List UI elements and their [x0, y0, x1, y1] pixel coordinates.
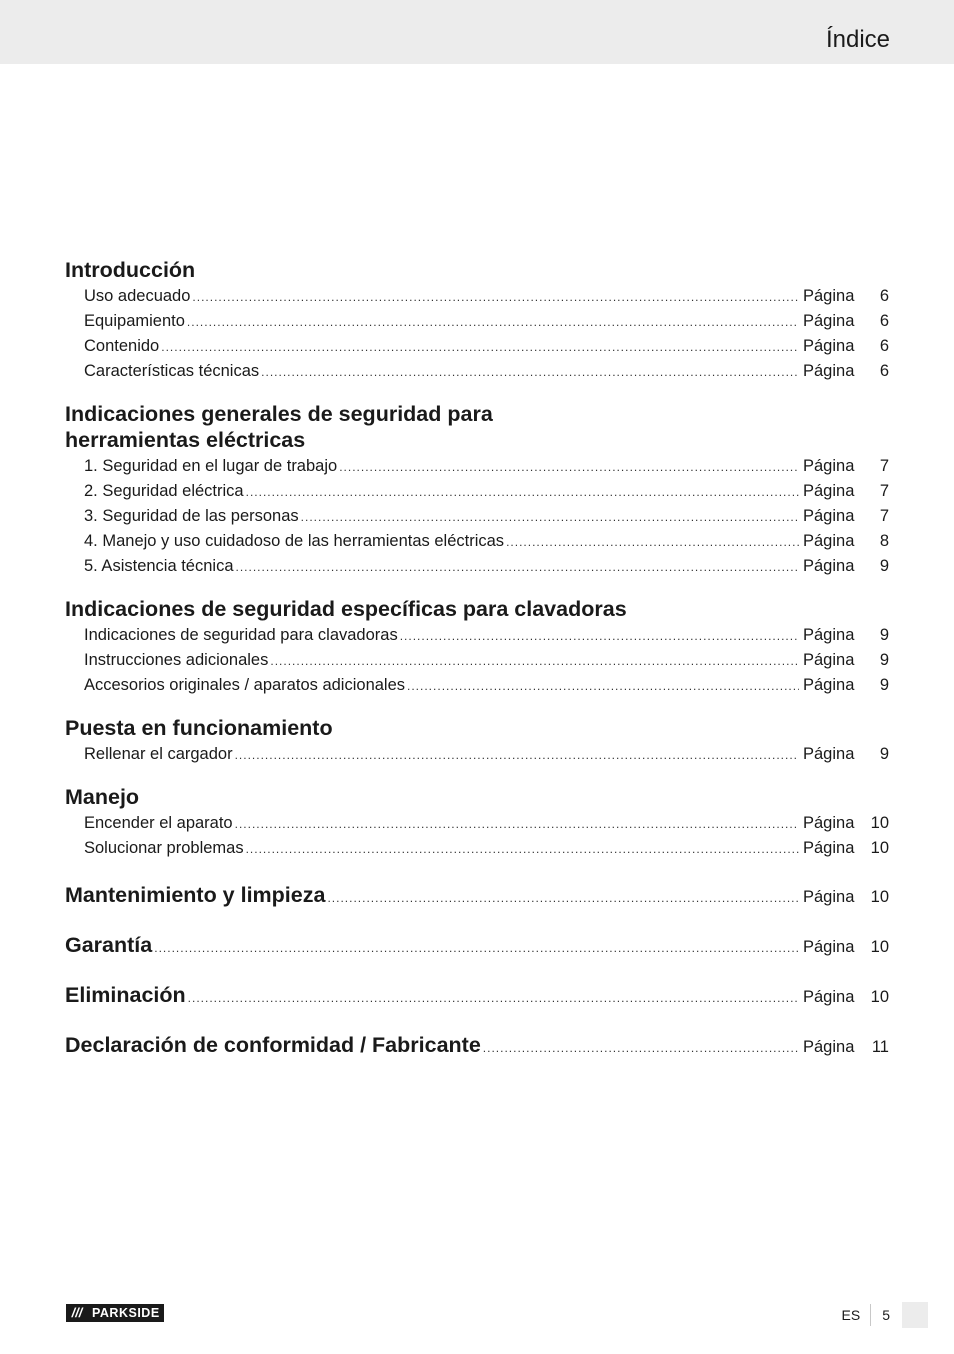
- dot-leader: [235, 812, 799, 837]
- footer-tab-marker: [902, 1302, 928, 1328]
- page-number: 6: [879, 337, 889, 355]
- toc-section-entry[interactable]: [65, 1029, 889, 1061]
- page-number: 10: [870, 814, 889, 832]
- page-number: 8: [879, 532, 889, 550]
- toc-entry-label: Encender el aparato: [84, 814, 233, 832]
- dot-leader: [261, 360, 799, 385]
- page-label: Página: [803, 626, 855, 644]
- toc-entry-label: Uso adecuado: [84, 287, 191, 305]
- page-label: Página: [803, 482, 855, 500]
- toc-entry[interactable]: [84, 648, 889, 673]
- page-label: Página: [803, 839, 855, 857]
- section-heading: Declaración de conformidad / Fabricante: [65, 1033, 481, 1057]
- dot-leader: [192, 285, 799, 310]
- page-label: Página: [803, 814, 855, 832]
- page-label: Página: [803, 457, 855, 475]
- dot-leader: [270, 649, 799, 674]
- toc-section-entry[interactable]: [65, 929, 889, 961]
- toc-entry-label: Equipamiento: [84, 312, 185, 330]
- toc-section-entry[interactable]: [65, 879, 889, 911]
- footer-language: ES: [842, 1304, 872, 1326]
- page-label: Página: [803, 988, 855, 1006]
- toc-entry-list: [65, 742, 889, 767]
- toc-entry-label: Indicaciones de seguridad para clavadoras: [84, 626, 398, 644]
- dot-leader: [400, 624, 799, 649]
- toc-entry-list: [65, 811, 889, 861]
- page-label: Página: [803, 557, 855, 575]
- dot-leader: [407, 674, 799, 699]
- page-label: Página: [803, 507, 855, 525]
- toc-entry[interactable]: [84, 742, 889, 767]
- page-number: 7: [879, 457, 889, 475]
- toc-entry[interactable]: [84, 623, 889, 648]
- page-label: Página: [803, 312, 855, 330]
- dot-leader: [483, 1032, 799, 1064]
- toc-section-entry[interactable]: [65, 979, 889, 1011]
- section-heading: Introducción: [65, 258, 196, 282]
- toc-entry-label: Instrucciones adicionales: [84, 651, 269, 669]
- logo-stripes-icon: ///: [66, 1304, 88, 1322]
- page-number: 7: [879, 482, 889, 500]
- page-number: 6: [879, 287, 889, 305]
- toc-section: [65, 597, 889, 698]
- page-number: 10: [870, 988, 889, 1006]
- dot-leader: [246, 480, 799, 505]
- toc-entry-list: [65, 454, 889, 579]
- page-number: 10: [870, 888, 889, 906]
- section-heading: Eliminación: [65, 983, 186, 1007]
- toc-section: [65, 402, 889, 579]
- toc-entry-list: [65, 623, 889, 698]
- logo-text: PARKSIDE: [88, 1304, 164, 1322]
- toc-entry[interactable]: [84, 673, 889, 698]
- section-heading: Garantía: [65, 933, 153, 957]
- toc-entry[interactable]: [84, 454, 889, 479]
- dot-leader: [327, 882, 799, 914]
- section-heading: Puesta en funcionamiento: [65, 716, 333, 740]
- page-label: Página: [803, 888, 855, 906]
- section-heading: Indicaciones generales de seguridad para: [65, 402, 493, 426]
- toc-entry-label: 3. Seguridad de las personas: [84, 507, 299, 525]
- toc-section: [65, 785, 889, 861]
- footer-page-number: 5: [882, 1307, 890, 1323]
- toc-entry-list: [65, 284, 889, 384]
- toc-entry[interactable]: [84, 479, 889, 504]
- page-label: Página: [803, 745, 855, 763]
- toc-entry-label: 2. Seguridad eléctrica: [84, 482, 244, 500]
- toc-entry[interactable]: [84, 811, 889, 836]
- page-label: Página: [803, 938, 855, 956]
- dot-leader: [154, 932, 799, 964]
- dot-leader: [339, 455, 799, 480]
- dot-leader: [246, 837, 799, 862]
- page-label: Página: [803, 676, 855, 694]
- toc-entry[interactable]: [84, 309, 889, 334]
- section-heading: herramientas eléctricas: [65, 428, 306, 452]
- toc-entry-label: 1. Seguridad en el lugar de trabajo: [84, 457, 338, 475]
- dot-leader: [161, 335, 799, 360]
- footer-page-info: [842, 1302, 928, 1328]
- toc-entry[interactable]: [84, 359, 889, 384]
- dot-leader: [235, 743, 799, 768]
- page-number: 10: [870, 839, 889, 857]
- toc-section: [65, 258, 889, 384]
- page-label: Página: [803, 287, 855, 305]
- page-number: 9: [879, 626, 889, 644]
- toc-entry-label: 4. Manejo y uso cuidadoso de las herramientas eléctricas: [84, 532, 505, 550]
- page-label: Página: [803, 1038, 855, 1056]
- header-band: [0, 0, 954, 64]
- toc-entry[interactable]: [84, 529, 889, 554]
- toc-entry-label: Contenido: [84, 337, 160, 355]
- toc-entry[interactable]: [84, 334, 889, 359]
- section-heading: Indicaciones de seguridad específicas para clavadoras: [65, 597, 627, 621]
- parkside-logo: [66, 1304, 178, 1322]
- dot-leader: [506, 530, 799, 555]
- toc-entry[interactable]: [84, 284, 889, 309]
- page-label: Página: [803, 337, 855, 355]
- dot-leader: [236, 555, 800, 580]
- toc-entry[interactable]: [84, 836, 889, 861]
- dot-leader: [188, 982, 799, 1014]
- page-number: 9: [879, 651, 889, 669]
- page-label: Página: [803, 651, 855, 669]
- page-number: 6: [879, 362, 889, 380]
- page-number: 9: [879, 557, 889, 575]
- dot-leader: [187, 310, 799, 335]
- toc-entry-label: Solucionar problemas: [84, 839, 244, 857]
- toc-entry[interactable]: [84, 554, 889, 579]
- table-of-contents: [65, 258, 889, 1079]
- toc-entry-label: Características técnicas: [84, 362, 260, 380]
- toc-entry-label: 5. Asistencia técnica: [84, 557, 234, 575]
- toc-entry-label: Accesorios originales / aparatos adicionales: [84, 676, 406, 694]
- toc-entry[interactable]: [84, 504, 889, 529]
- page-number: 7: [879, 507, 889, 525]
- section-heading: Mantenimiento y limpieza: [65, 883, 326, 907]
- toc-section: [65, 716, 889, 767]
- page-title: Índice: [825, 26, 890, 53]
- toc-entry-label: Rellenar el cargador: [84, 745, 233, 763]
- page-label: Página: [803, 362, 855, 380]
- page-number: 9: [879, 676, 889, 694]
- page-number: 10: [870, 938, 889, 956]
- page-number: 9: [879, 745, 889, 763]
- dot-leader: [301, 505, 799, 530]
- section-heading: Manejo: [65, 785, 140, 809]
- page-number: 11: [871, 1038, 889, 1056]
- page-label: Página: [803, 532, 855, 550]
- page-number: 6: [879, 312, 889, 330]
